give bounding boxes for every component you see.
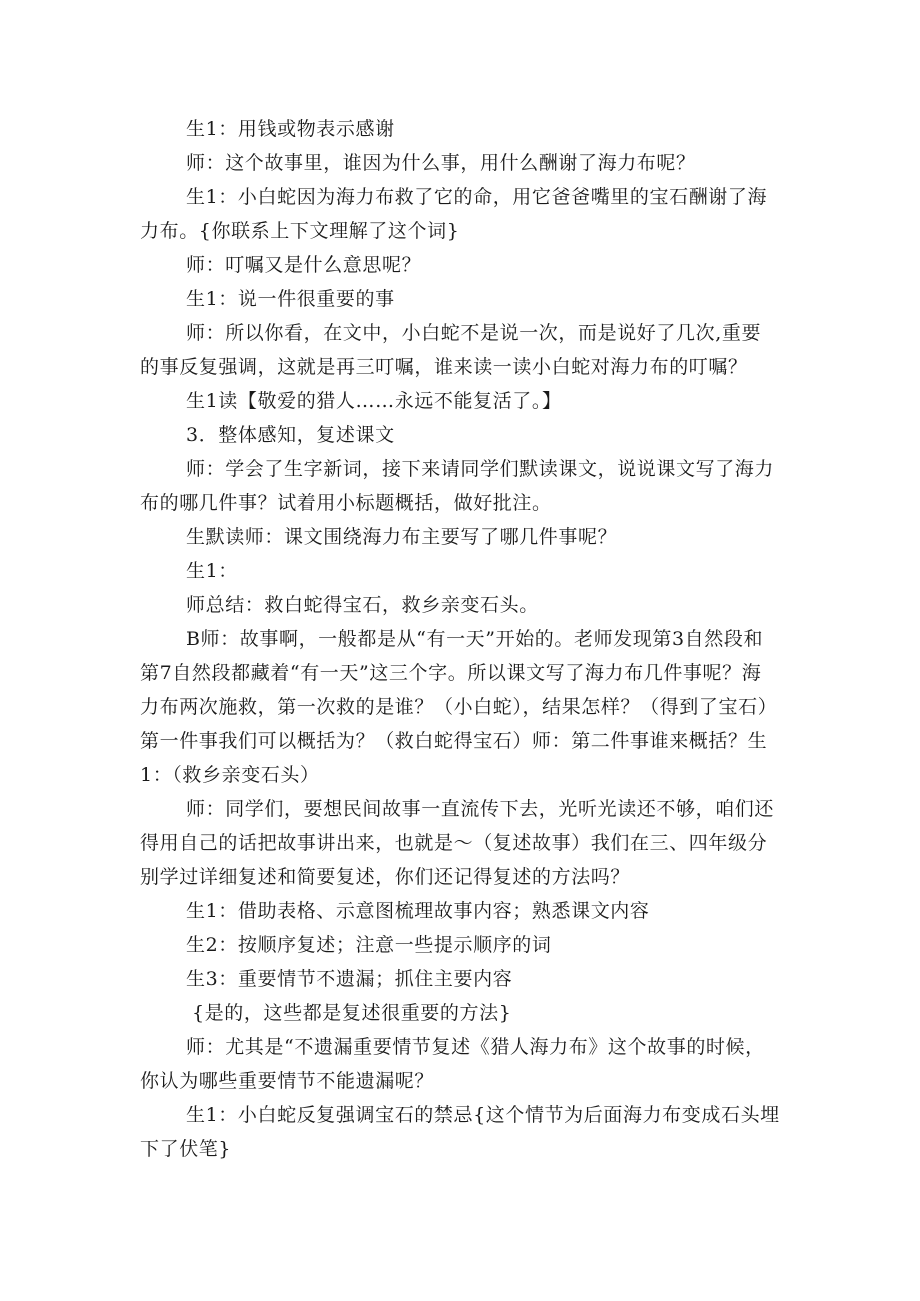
paragraph-2: 师：这个故事里，谁因为什么事，用什么酬谢了海力布呢？ <box>186 152 696 174</box>
paragraph-20: 生1：小白蛇反复强调宝石的禁忌{这个情节为后面海力布变成石头埋下了伏笔} <box>140 1104 780 1160</box>
paragraph-11: 生1： <box>186 560 238 582</box>
paragraph-19: 师：尤其是“不遗漏重要情节复述《猎人海力布》这个故事的时候，你认为哪些重要情节不能遗漏呢？ <box>140 1036 765 1092</box>
paragraph-9: 师：学会了生字新词，接下来请同学们默读课文，说说课文写了海力布的哪几件事？试着用小标题概括，做好批注。 <box>140 458 775 514</box>
paragraph-7: 生1读【敬爱的猎人……永远不能复活了。】 <box>186 390 562 412</box>
document-body <box>140 112 780 1166</box>
paragraph-5: 生1：说一件很重要的事 <box>186 288 395 310</box>
paragraph-16: 生2：按顺序复述；注意一些提示顺序的词 <box>186 934 552 956</box>
section-heading-3: 3．整体感知，复述课文 <box>186 424 395 446</box>
paragraph-1: 生1：用钱或物表示感谢 <box>186 118 395 140</box>
paragraph-4: 师：叮嘱又是什么意思呢？ <box>186 254 422 276</box>
paragraph-12: 师总结：救白蛇得宝石，救乡亲变石头。 <box>186 594 539 616</box>
paragraph-14: 师：同学们，要想民间故事一直流传下去，光听光读还不够，咱们还得用自己的话把故事讲出来，也就是～（复述故事）我们在三、四年级分别学过详细复述和简要复述，你们还记得复述的方法吗？ <box>140 798 775 888</box>
paragraph-13: B师：故事啊，一般都是从“有一天”开始的。老师发现第3自然段和第7自然段都藏着“有一天”这三个字。所以课文写了海力布几件事呢？海力布两次施救，第一次救的是谁？（小白蛇），结果怎样？（得到了宝石）第一件事我们可以概括为？（救白蛇得宝石）师：第二件事谁来概括？生1：（救乡亲变石头） <box>140 628 778 786</box>
paragraph-17: 生3：重要情节不遗漏；抓住主要内容 <box>186 968 513 990</box>
paragraph-18: {是的，这些都是复述很重要的方法} <box>192 1002 512 1024</box>
paragraph-10: 生默读师：课文围绕海力布主要写了哪几件事呢？ <box>186 526 618 548</box>
paragraph-15: 生1：借助表格、示意图梳理故事内容；熟悉课文内容 <box>186 900 650 922</box>
paragraph-3: 生1：小白蛇因为海力布救了它的命，用它爸爸嘴里的宝石酬谢了海力布。{你联系上下文理解了这个词} <box>140 186 768 242</box>
paragraph-6: 师：所以你看，在文中，小白蛇不是说一次，而是说好了几次,重要的事反复强调，这就是再三叮嘱，谁来读一读小白蛇对海力布的叮嘱？ <box>140 322 762 378</box>
